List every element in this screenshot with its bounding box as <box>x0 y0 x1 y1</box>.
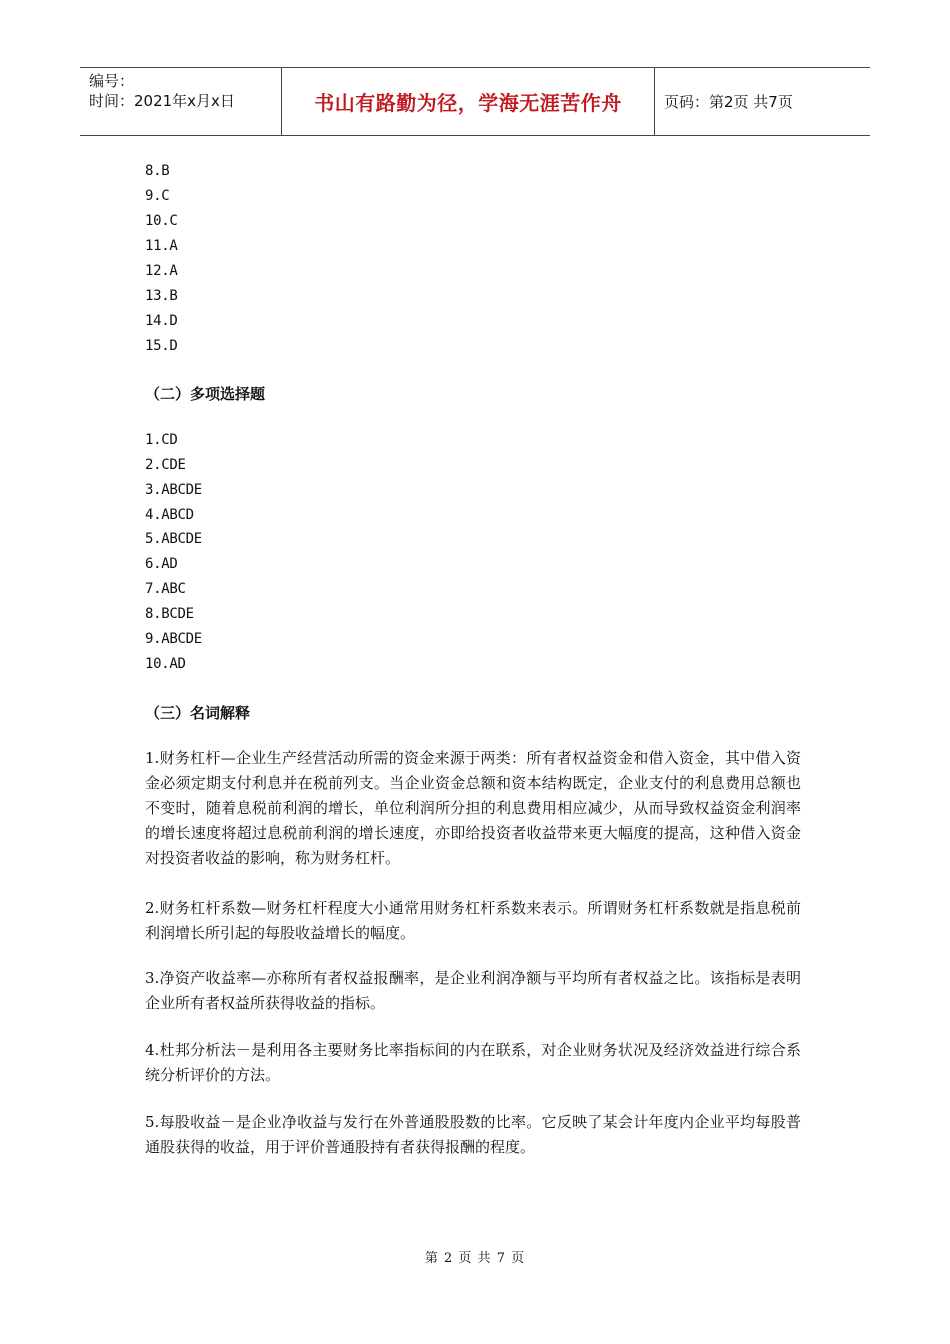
answer-item: 1.CD <box>145 432 178 448</box>
motto: 书山有路勤为径，学海无涯苦作舟 <box>282 68 655 135</box>
answer-item: 13.B <box>145 288 178 304</box>
answer-item: 6.AD <box>145 556 178 572</box>
page-footer: 第 2 页 共 7 页 <box>424 1251 526 1266</box>
term-paragraph: 5.每股收益－是企业净收益与发行在外普通股股数的比率。它反映了某会计年度内企业平均每股普通股获得的收益，用于评价普通股持有者获得报酬的程度。 <box>145 1113 801 1156</box>
answer-item: 10.AD <box>145 656 186 672</box>
page-info: 页码：第2页 共7页 <box>664 93 793 111</box>
answer-item: 11.A <box>145 238 178 254</box>
term-paragraph: 2.财务杠杆系数—财务杠杆程度大小通常用财务杠杆系数来表示。所谓财务杠杆系数就是指息税前利润增长所引起的每股收益增长的幅度。 <box>145 899 801 942</box>
answer-item: 12.A <box>145 263 178 279</box>
answer-item: 8.B <box>145 163 170 179</box>
section-title-terms: （三）名词解释 <box>145 704 251 722</box>
date-line: 时间：2021年x月x日 <box>89 92 235 110</box>
answer-item: 15.D <box>145 338 178 354</box>
answer-item: 7.ABC <box>145 581 186 597</box>
term-paragraph: 3.净资产收益率—亦称所有者权益报酬率，是企业利润净额与平均所有者权益之比。该指标是表明企业所有者权益所获得收益的指标。 <box>145 969 801 1012</box>
answer-item: 9.ABCDE <box>145 631 202 647</box>
term-paragraph: 4.杜邦分析法－是利用各主要财务比率指标间的内在联系，对企业财务状况及经济效益进行综合系统分析评价的方法。 <box>145 1041 801 1084</box>
answer-item: 4.ABCD <box>145 507 194 523</box>
answer-item: 3.ABCDE <box>145 482 202 498</box>
header-left-cell <box>80 68 282 135</box>
answer-item: 2.CDE <box>145 457 186 473</box>
number-label: 编号： <box>89 72 135 90</box>
answer-item: 9.C <box>145 188 170 204</box>
answer-item: 10.C <box>145 213 178 229</box>
term-paragraph: 1.财务杠杆—企业生产经营活动所需的资金来源于两类：所有者权益资金和借入资金，其中借入资金必须定期支付利息并在税前列支。当企业资金总额和资本结构既定，企业支付的利息费用总额也不变时，随着息税前利润的增长，单位利润所分担的利息费用相应减少，从而导致权益资金利润率的增长速度将超过息税前利润的增长速度，亦即给投资者收益带来更大幅度的提高，这种借入资金对投资者收益的影响，称为财务杠杆。 <box>145 749 801 867</box>
header-table <box>80 67 870 136</box>
section-title-multi-choice: （二）多项选择题 <box>145 385 266 403</box>
answer-item: 8.BCDE <box>145 606 194 622</box>
answer-item: 5.ABCDE <box>145 531 202 547</box>
answer-item: 14.D <box>145 313 178 329</box>
